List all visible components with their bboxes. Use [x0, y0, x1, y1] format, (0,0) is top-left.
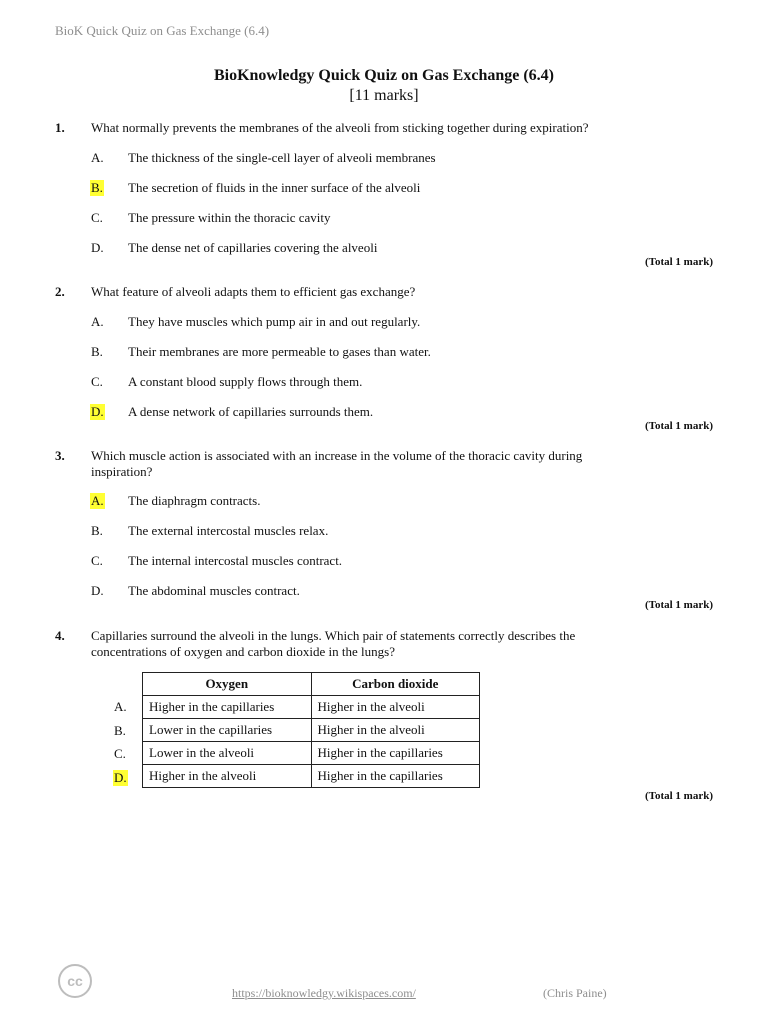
page-title: BioKnowledgy Quick Quiz on Gas Exchange (6.4) [213, 67, 555, 84]
row-letter-correct: D. [114, 770, 127, 785]
option-letter: C. [91, 210, 103, 225]
option-text: They have muscles which pump air in and out regularly. [128, 314, 421, 329]
option-letter: A. [91, 314, 104, 329]
question-text: What normally prevents the membranes of the alveoli from sticking together during expiration? [91, 120, 589, 135]
question-total: (Total 1 mark) [644, 256, 713, 268]
table-cell: Higher in the capillaries [311, 742, 480, 765]
answer-table [142, 672, 480, 788]
option-letter: B. [91, 344, 103, 359]
question-total: (Total 1 mark) [644, 599, 713, 611]
row-letter: C. [114, 746, 126, 761]
running-header: BioK Quick Quiz on Gas Exchange (6.4) [55, 23, 270, 38]
table-cell: Higher in the capillaries [311, 765, 480, 788]
option-letter: B. [91, 523, 103, 538]
option-text: The external intercostal muscles relax. [128, 523, 329, 538]
option-letter: C. [91, 374, 103, 389]
table-cell: Lower in the capillaries [143, 719, 312, 742]
column-header: Carbon dioxide [311, 673, 480, 696]
question-total: (Total 1 mark) [644, 420, 713, 432]
option-text: The secretion of fluids in the inner surface of the alveoli [128, 180, 421, 195]
option-text: The thickness of the single-cell layer of alveoli membranes [128, 150, 436, 165]
table-row [143, 742, 480, 765]
title-block [0, 66, 768, 106]
table-cell: Higher in the capillaries [143, 696, 312, 719]
question-number: 4. [55, 628, 65, 643]
option-letter-correct: A. [91, 493, 104, 508]
option-text: The abdominal muscles contract. [128, 583, 300, 598]
column-header: Oxygen [143, 673, 312, 696]
table-header-row [143, 673, 480, 696]
option-text: The internal intercostal muscles contract. [128, 553, 343, 568]
footer-author: (Chris Paine) [543, 986, 607, 1000]
question-number: 1. [55, 120, 65, 135]
option-letter: C. [91, 553, 103, 568]
question-text: What feature of alveoli adapts them to efficient gas exchange? [91, 284, 416, 299]
table-cell: Lower in the alveoli [143, 742, 312, 765]
question-text: Capillaries surround the alveoli in the lungs. Which pair of statements correctly describes the concentrations of oxygen and carbon dioxide in the lungs? [91, 628, 576, 659]
option-text: Their membranes are more permeable to gases than water. [128, 344, 431, 359]
option-letter: A. [91, 150, 104, 165]
table-row [143, 765, 480, 788]
question-number: 2. [55, 284, 65, 299]
option-letter: D. [91, 240, 104, 255]
question-number: 3. [55, 448, 65, 463]
table-cell: Higher in the alveoli [311, 719, 480, 742]
option-letter-correct: B. [91, 180, 103, 195]
row-letter: A. [114, 699, 127, 714]
option-letter: D. [91, 583, 104, 598]
table-cell: Higher in the alveoli [311, 696, 480, 719]
table-cell: Higher in the alveoli [143, 765, 312, 788]
creative-commons-icon: cc [58, 964, 92, 998]
footer-link[interactable]: https://bioknowledgy.wikispaces.com/ [232, 986, 416, 1000]
option-text: A dense network of capillaries surrounds them. [128, 404, 374, 419]
option-text: The dense net of capillaries covering the alveoli [128, 240, 378, 255]
table-row [143, 719, 480, 742]
table-row [143, 696, 480, 719]
option-text: The diaphragm contracts. [128, 493, 261, 508]
row-letter: B. [114, 723, 126, 738]
question-total: (Total 1 mark) [644, 790, 713, 802]
question-text: Which muscle action is associated with an increase in the volume of the thoracic cavity during inspiration? [91, 448, 583, 479]
option-text: The pressure within the thoracic cavity [128, 210, 331, 225]
option-letter-correct: D. [91, 404, 104, 419]
total-marks: [11 marks] [349, 87, 419, 104]
option-text: A constant blood supply flows through them. [128, 374, 363, 389]
